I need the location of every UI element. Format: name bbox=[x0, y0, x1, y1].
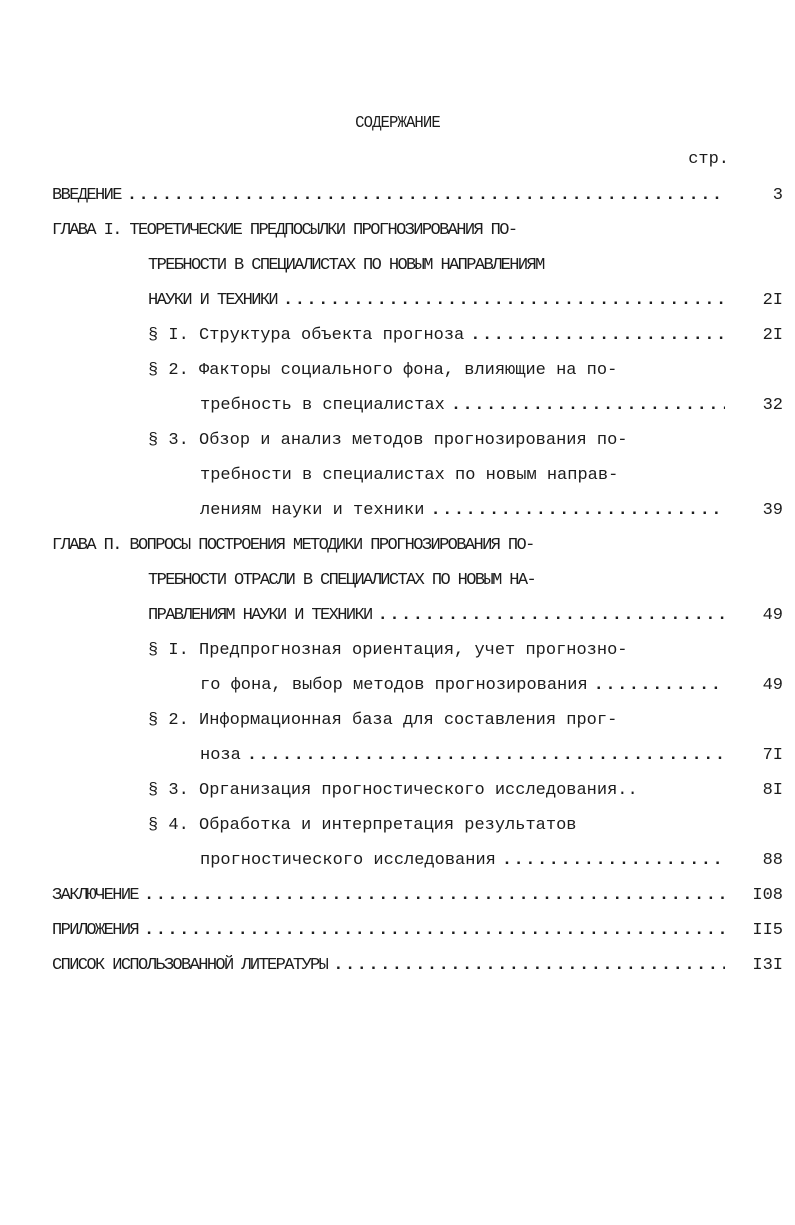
toc-entry-section-2-1-line-1[interactable]: § I. Предпрогнозная ориентация, учет прогнозно- bbox=[148, 641, 628, 660]
toc-entry-chapter-2-line-2: ТРЕБНОСТИ ОТРАСЛИ В СПЕЦИАЛИСТАХ ПО НОВЫМ НА- bbox=[148, 571, 536, 590]
toc-page-number: I08 bbox=[752, 886, 783, 905]
toc-entry-chapter-2[interactable] bbox=[148, 601, 783, 631]
leader-dots bbox=[502, 846, 725, 876]
leader-dots bbox=[333, 951, 725, 981]
toc-entry-bibliography[interactable] bbox=[52, 951, 783, 981]
page-title: СОДЕРЖАНИЕ bbox=[355, 114, 440, 133]
leader-dots bbox=[247, 741, 725, 771]
toc-entry-section-2-3[interactable] bbox=[148, 776, 783, 806]
toc-entry-section-1-3-line-2: требности в специалистах по новым направ- bbox=[200, 466, 619, 485]
toc-page-number: 49 bbox=[762, 676, 783, 695]
toc-entry-chapter-2-line-1[interactable]: ГЛАВА П. ВОПРОСЫ ПОСТРОЕНИЯ МЕТОДИКИ ПРОГНОЗИРОВАНИЯ ПО- bbox=[52, 536, 534, 555]
leader-dots bbox=[283, 286, 725, 316]
leader-dots bbox=[144, 916, 725, 946]
toc-page-number: 49 bbox=[762, 606, 783, 625]
toc-entry-section-1-2[interactable] bbox=[200, 391, 783, 421]
toc-entry-label: го фона, выбор методов прогнозирования bbox=[200, 676, 588, 695]
toc-entry-section-2-2[interactable] bbox=[200, 741, 783, 771]
toc-entry-conclusion[interactable] bbox=[52, 881, 783, 911]
toc-entry-section-2-4[interactable] bbox=[200, 846, 783, 876]
toc-entry-section-1-2-line-1[interactable]: § 2. Факторы социального фона, влияющие на по- bbox=[148, 361, 618, 380]
leader-dots bbox=[594, 671, 725, 701]
toc-page-number: 3 bbox=[772, 186, 783, 205]
toc-entry-section-2-2-line-1[interactable]: § 2. Информационная база для составления прог- bbox=[148, 711, 618, 730]
toc-entry-label: лениям науки и техники bbox=[200, 501, 425, 520]
toc-entry-label: ВВЕДЕНИЕ bbox=[52, 186, 121, 205]
leader-dots bbox=[127, 181, 725, 211]
toc-page-number: 32 bbox=[762, 396, 783, 415]
page-column-header: стр. bbox=[688, 150, 729, 169]
leader-dots bbox=[144, 881, 725, 911]
toc-page-number: 2I bbox=[762, 291, 783, 310]
toc-page-number: 8I bbox=[762, 781, 783, 800]
leader-dots bbox=[470, 321, 725, 351]
toc-entry-section-1-3[interactable] bbox=[200, 496, 783, 526]
toc-entry-chapter-1-line-2: ТРЕБНОСТИ В СПЕЦИАЛИСТАХ ПО НОВЫМ НАПРАВЛЕНИЯМ bbox=[148, 256, 544, 275]
toc-entry-section-2-4-line-1[interactable]: § 4. Обработка и интерпретация результатов bbox=[148, 816, 577, 835]
toc-entry-label: ПРАВЛЕНИЯМ НАУКИ И ТЕХНИКИ bbox=[148, 606, 372, 625]
toc-page-number: 88 bbox=[762, 851, 783, 870]
leader-dots bbox=[430, 496, 725, 526]
toc-entry-label: § I. Структура объекта прогноза bbox=[148, 326, 465, 345]
toc-page-number: I3I bbox=[752, 956, 783, 975]
toc-entry-label: требность в специалистах bbox=[200, 396, 445, 415]
toc-page-number: 7I bbox=[762, 746, 783, 765]
toc-entry-chapter-1[interactable] bbox=[148, 286, 783, 316]
toc-entry-section-1-1[interactable] bbox=[148, 321, 783, 351]
toc-entry-label: прогностического исследования bbox=[200, 851, 496, 870]
toc-entry-label: НАУКИ И ТЕХНИКИ bbox=[148, 291, 278, 310]
toc-page-number: 39 bbox=[762, 501, 783, 520]
toc-entry-introduction[interactable] bbox=[52, 181, 783, 211]
toc-entry-label: СПИСОК ИСПОЛЬЗОВАННОЙ ЛИТЕРАТУРЫ bbox=[52, 956, 328, 975]
toc-page-number: 2I bbox=[762, 326, 783, 345]
toc-entry-section-2-1[interactable] bbox=[200, 671, 783, 701]
toc-entry-label: ЗАКЛЮЧЕНИЕ bbox=[52, 886, 139, 905]
toc-entry-chapter-1-line-1[interactable]: ГЛАВА I. ТЕОРЕТИЧЕСКИЕ ПРЕДПОСЫЛКИ ПРОГНОЗИРОВАНИЯ ПО- bbox=[52, 221, 517, 240]
toc-entry-section-1-3-line-1[interactable]: § 3. Обзор и анализ методов прогнозирования по- bbox=[148, 431, 628, 450]
toc-page-number: II5 bbox=[752, 921, 783, 940]
toc-entry-label: ПРИЛОЖЕНИЯ bbox=[52, 921, 139, 940]
leader-dots bbox=[378, 601, 725, 631]
toc-entry-label: ноза bbox=[200, 746, 241, 765]
toc-entry-appendices[interactable] bbox=[52, 916, 783, 946]
leader-dots bbox=[451, 391, 725, 421]
toc-entry-label: § 3. Организация прогностического исследования.. bbox=[148, 781, 638, 800]
